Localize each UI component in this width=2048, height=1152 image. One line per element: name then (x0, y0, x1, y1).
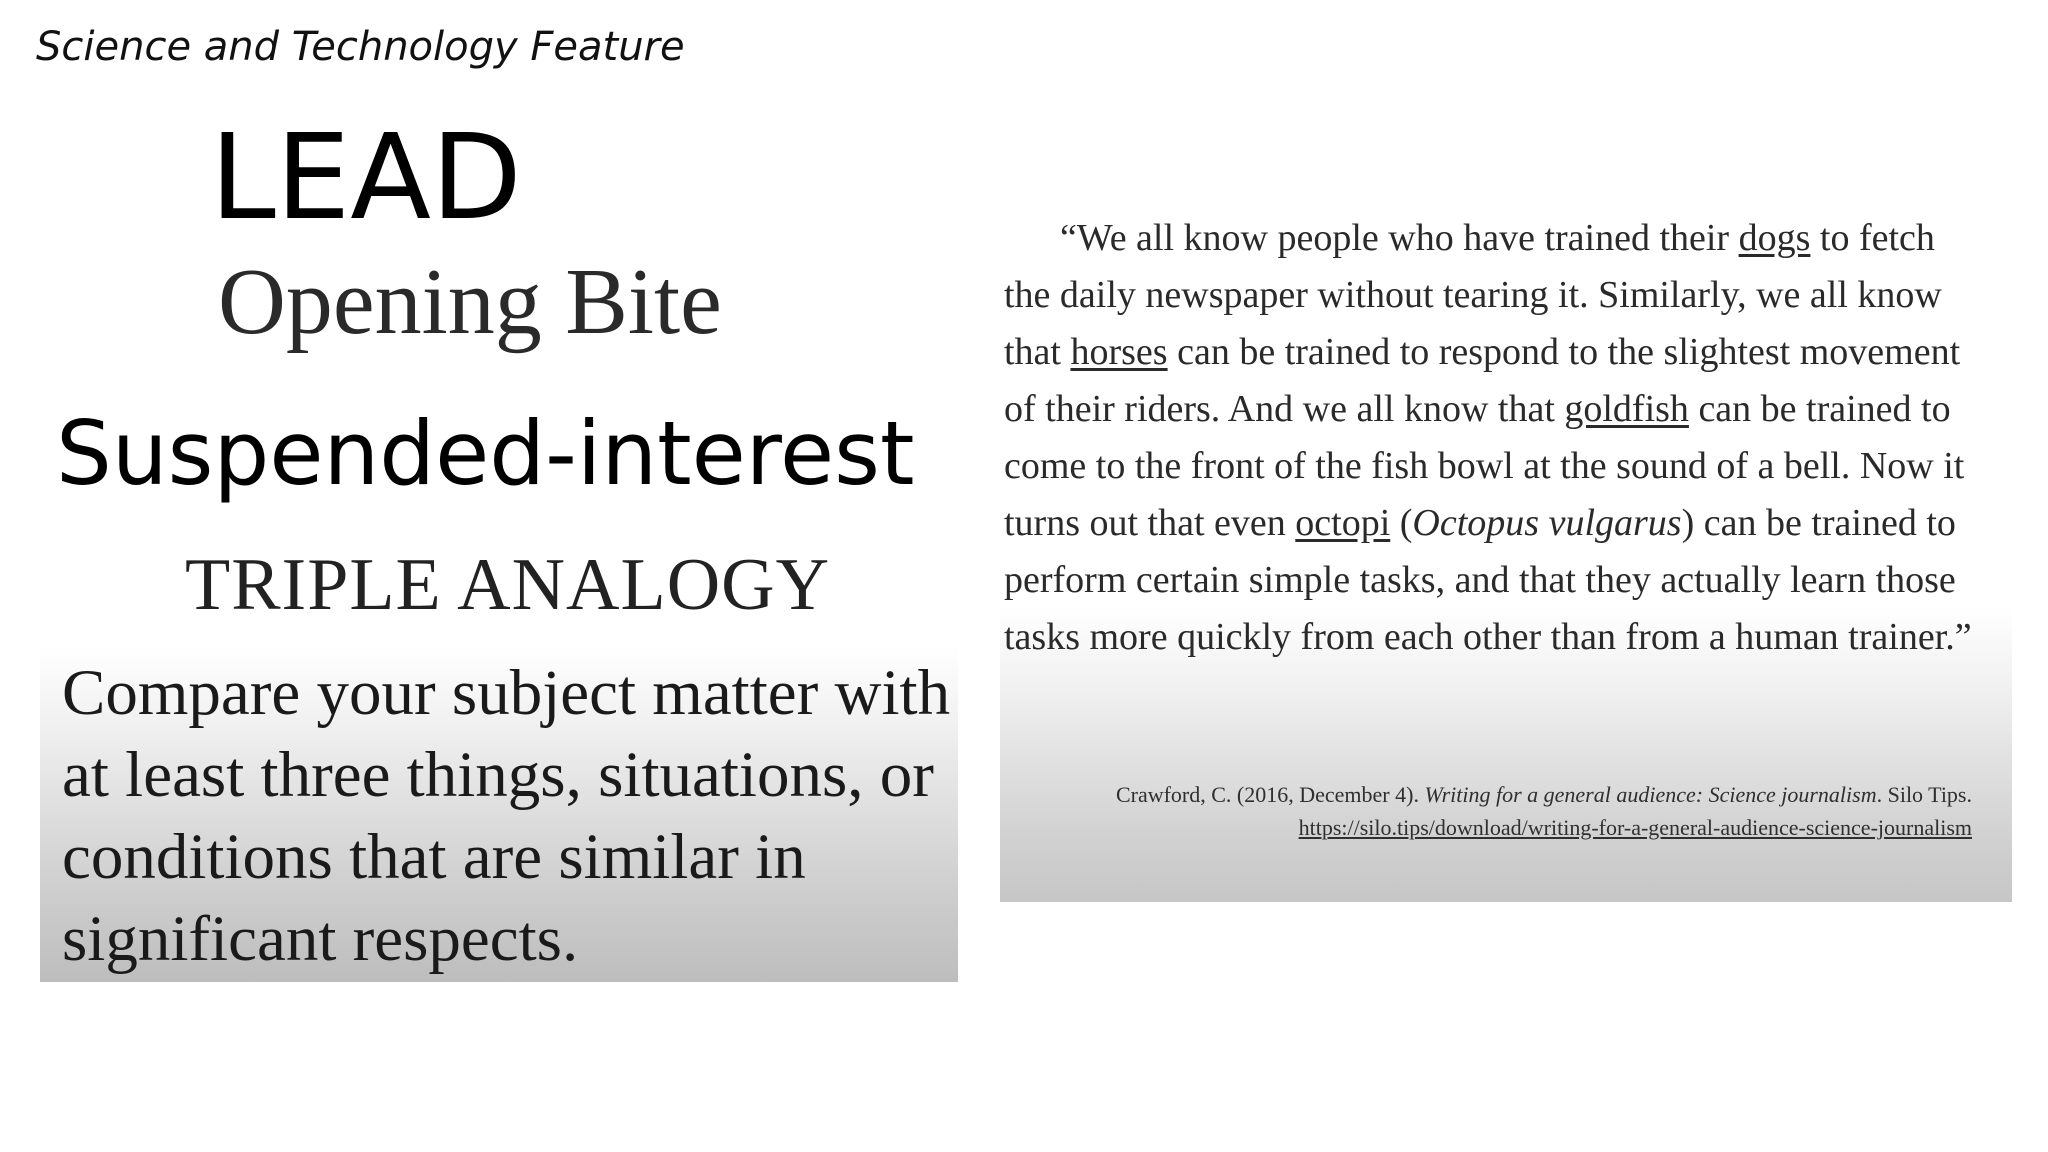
quote-underlined-word: dogs (1738, 217, 1811, 259)
quote-italic-term: Octopus vulgarus (1412, 502, 1682, 544)
triple-analogy-panel (40, 540, 958, 982)
analogy-description: Compare your subject matter with at least three things, situations, or conditions that are similar in significant respects. (62, 657, 951, 975)
quote-underlined-word: horses (1070, 331, 1168, 373)
quote-text (1004, 210, 1984, 666)
triple-analogy-heading: TRIPLE ANALOGY (185, 544, 831, 626)
citation (1032, 778, 1972, 844)
citation-publisher: . Silo Tips. (1876, 782, 1972, 807)
quote-segment: can be trained to come to the front of the fish bowl at the sound of a bell. Now it turns out that even (1004, 388, 1965, 544)
quote-segment: ) can be trained to perform certain simple tasks, and that they actually learn those tasks more quickly from each other than from a human trainer.” (1004, 502, 1972, 658)
quote-segment: “We all know people who have trained their (1060, 217, 1739, 259)
suspended-interest-heading: Suspended-interest (56, 402, 915, 505)
quote-segment: to fetch the daily newspaper without tearing it. Similarly, we all know that (1004, 217, 1942, 373)
quote-underlined-word: goldfish (1564, 388, 1689, 430)
quote-segment: ( (1390, 502, 1413, 544)
quote-panel (1000, 198, 2012, 902)
opening-bite-subtitle: Opening Bite (218, 250, 722, 354)
citation-author-date: Crawford, C. (2016, December 4). (1115, 782, 1425, 807)
lead-title: LEAD (210, 108, 522, 246)
citation-title: Writing for a general audience: Science journalism (1424, 782, 1877, 807)
citation-link[interactable]: https://silo.tips/download/writing-for-a-general-audience-science-journalism (1298, 815, 1972, 840)
quote-underlined-word: octopi (1295, 502, 1391, 544)
slide-header: Science and Technology Feature (36, 24, 685, 70)
quote-segment: can be trained to respond to the slightest movement of their riders. And we all know that (1004, 331, 1961, 430)
